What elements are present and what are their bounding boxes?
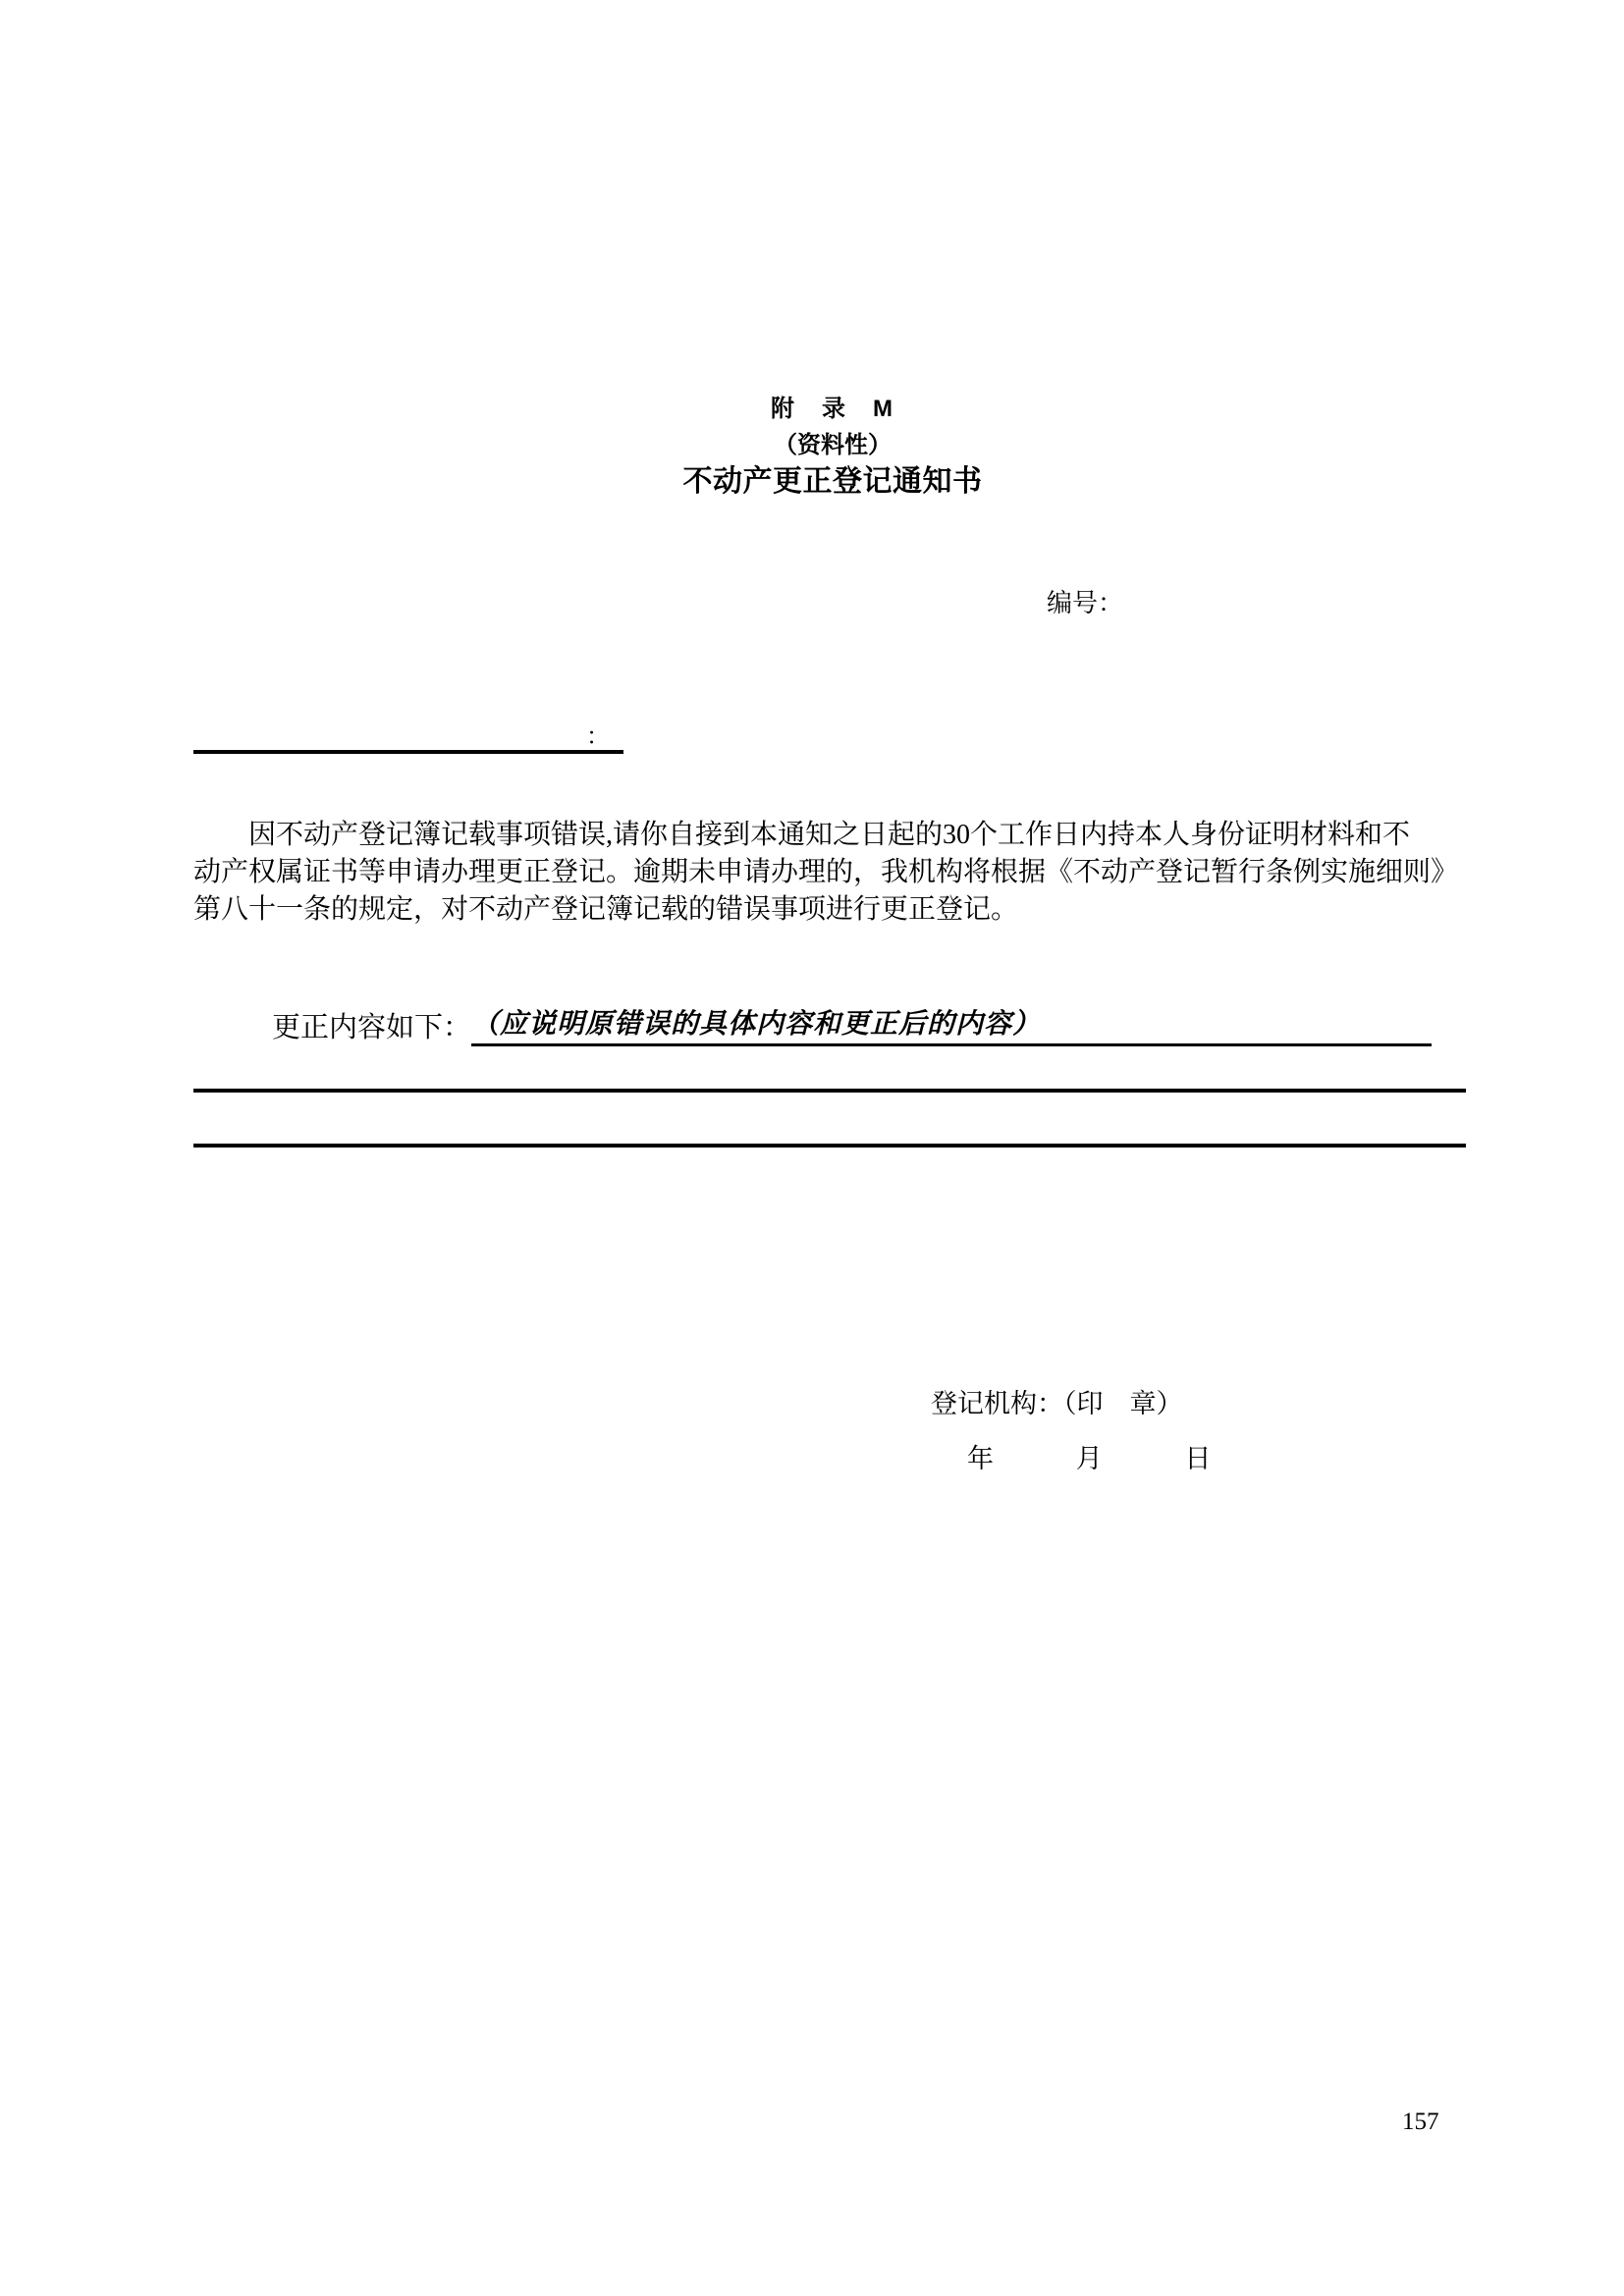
page-number: 157 xyxy=(1402,2109,1439,2135)
correction-label: 更正内容如下： xyxy=(272,1012,472,1043)
addressee-blank-line xyxy=(193,724,623,754)
correction-hint: （应说明原错误的具体内容和更正后的内容） xyxy=(471,1009,1042,1040)
date-year-label: 年 xyxy=(967,1444,994,1473)
date-line xyxy=(967,1437,1212,1475)
appendix-type-label: （资料性） xyxy=(774,432,892,458)
correction-blank-line xyxy=(471,1005,1432,1046)
date-day-label: 日 xyxy=(1184,1444,1212,1473)
fill-in-rule-2 xyxy=(193,1144,1466,1148)
page-title: 不动产更正登记通知书 xyxy=(682,465,983,498)
body-line-2: 动产权属证书等申请办理更正登记。逾期未申请办理的，我机构将根据《不动产登记暂行条例实施细则》 xyxy=(193,857,1459,887)
doc-number-label: 编号： xyxy=(1047,589,1124,617)
issuer-seal-label: 登记机构：（印 章） xyxy=(931,1389,1183,1418)
correction-row xyxy=(272,1005,1432,1046)
body-paragraph xyxy=(193,817,1489,929)
appendix-label: 附 录 M xyxy=(771,396,894,422)
date-month-label: 月 xyxy=(1075,1444,1103,1473)
fill-in-rule-1 xyxy=(193,1089,1466,1093)
title-block xyxy=(41,391,1624,501)
body-line-1: 因不动产登记簿记载事项错误,请你自接到本通知之日起的30个工作日内持本人身份证明材料和不 xyxy=(248,820,1411,850)
body-line-3: 第八十一条的规定，对不动产登记簿记载的错误事项进行更正登记。 xyxy=(193,894,1019,925)
addressee-colon: ： xyxy=(586,724,610,750)
